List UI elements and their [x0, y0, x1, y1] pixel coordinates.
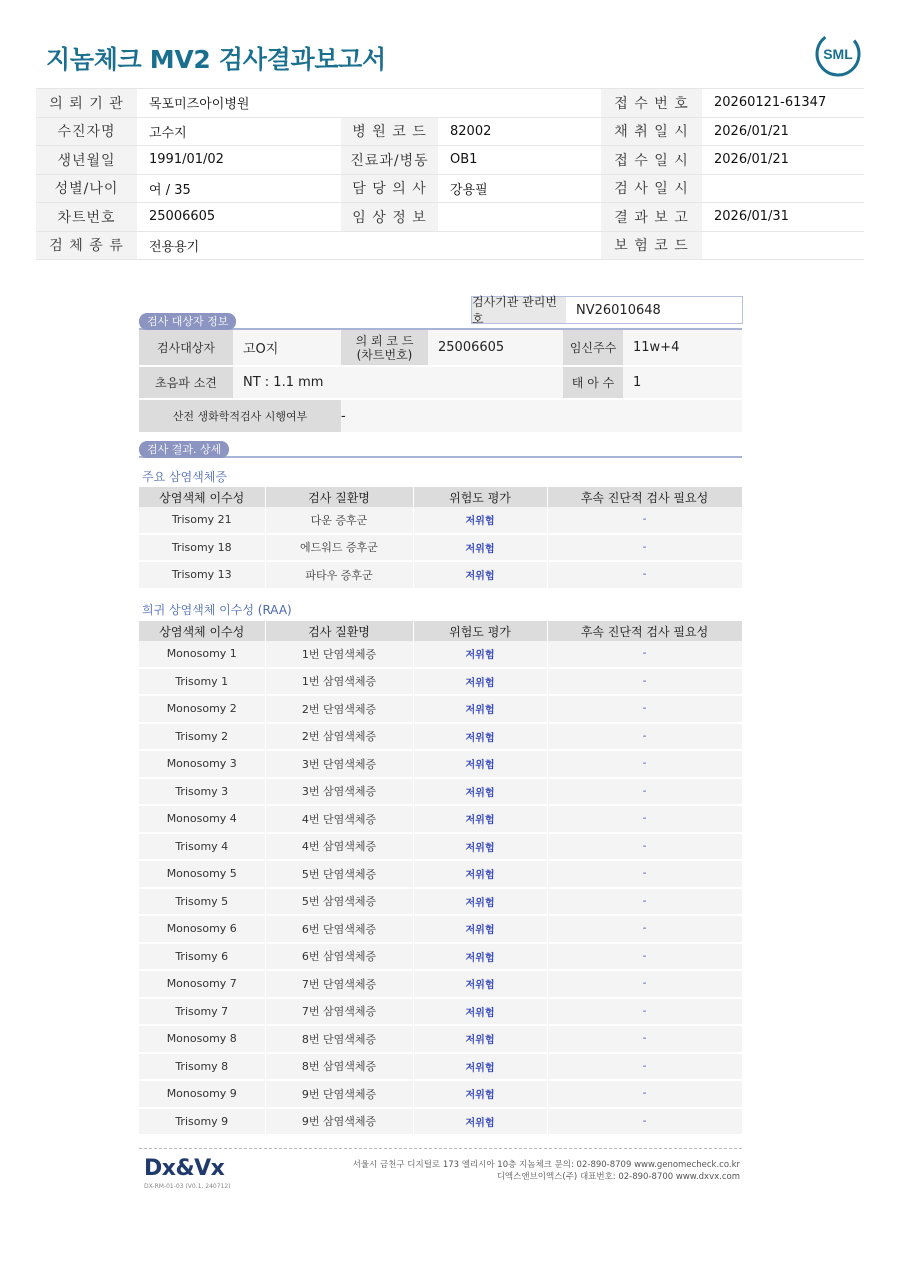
table-row [139, 668, 742, 696]
footer-address-line2: 디엑스앤브이엑스(주) 대표번호: 02-890-8700 www.dxvx.com [496, 1172, 740, 1182]
disease-cell: 3번 단염색체증 [265, 750, 413, 778]
info-value: 2026/01/21 [702, 146, 864, 175]
gestational-weeks-label: 임신주수 [563, 330, 623, 366]
aneuploidy-cell: Trisomy 21 [139, 507, 265, 534]
table-row [139, 915, 742, 943]
info-value: 전용용기 [137, 231, 341, 260]
table-row [139, 641, 742, 668]
ultrasound-value: NT : 1.1 mm [233, 366, 563, 399]
disease-cell: 2번 단염색체증 [265, 695, 413, 723]
info-value: 강용필 [438, 174, 601, 203]
info-value: 2026/01/21 [702, 117, 864, 146]
risk-cell: 저위험 [413, 970, 547, 998]
aneuploidy-cell: Monosomy 8 [139, 1025, 265, 1053]
logo-text: SML [823, 46, 853, 62]
followup-cell: - [547, 641, 742, 668]
aneuploidy-cell: Trisomy 18 [139, 534, 265, 562]
info-row [36, 117, 864, 146]
column-header: 후속 진단적 검사 필요성 [547, 621, 742, 641]
followup-cell: - [547, 534, 742, 562]
subject-section-pill: 검사 대상자 정보 [139, 313, 236, 330]
risk-cell: 저위험 [413, 561, 547, 589]
info-label: 결 과 보 고 [601, 203, 702, 232]
subject-info-table [139, 330, 742, 434]
risk-cell: 저위험 [413, 1080, 547, 1108]
aneuploidy-cell: Trisomy 6 [139, 943, 265, 971]
biochem-test-label: 산전 생화학적검사 시행여부 [139, 399, 341, 433]
risk-cell: 저위험 [413, 507, 547, 534]
followup-cell: - [547, 833, 742, 861]
raa-title: 희귀 상염색체 이수성 (RAA) [142, 603, 292, 617]
info-value: 1991/01/02 [137, 146, 341, 175]
table-row [139, 1108, 742, 1136]
followup-cell: - [547, 888, 742, 916]
risk-cell: 저위험 [413, 888, 547, 916]
info-label: 접 수 번 호 [601, 89, 702, 118]
disease-cell: 파타우 증후군 [265, 561, 413, 589]
disease-cell: 4번 삼염색체증 [265, 833, 413, 861]
followup-cell: - [547, 943, 742, 971]
fetus-count-value: 1 [623, 366, 742, 399]
risk-cell: 저위험 [413, 1053, 547, 1081]
followup-cell: - [547, 507, 742, 534]
report-title: 지놈체크 MV2 검사결과보고서 [46, 45, 386, 74]
disease-cell: 3번 삼염색체증 [265, 778, 413, 806]
management-number-label: 검사기관 관리번호 [472, 297, 566, 323]
risk-cell: 저위험 [413, 860, 547, 888]
aneuploidy-cell: Monosomy 3 [139, 750, 265, 778]
risk-cell: 저위험 [413, 695, 547, 723]
table-row [139, 778, 742, 806]
table-row [139, 943, 742, 971]
aneuploidy-cell: Monosomy 9 [139, 1080, 265, 1108]
followup-cell: - [547, 998, 742, 1026]
info-value: 여 / 35 [137, 174, 341, 203]
info-label: 검 체 종 류 [36, 231, 137, 260]
risk-cell: 저위험 [413, 641, 547, 668]
followup-cell: - [547, 561, 742, 589]
disease-cell: 4번 단염색체증 [265, 805, 413, 833]
followup-cell: - [547, 970, 742, 998]
disease-cell: 다운 증후군 [265, 507, 413, 534]
sml-logo [814, 30, 862, 78]
followup-cell: - [547, 1053, 742, 1081]
info-value: OB1 [438, 146, 601, 175]
info-label: 의 뢰 기 관 [36, 89, 137, 118]
column-header: 상염색체 이수성 [139, 487, 265, 507]
results-section-pill: 검사 결과. 상세 [139, 441, 229, 458]
aneuploidy-cell: Monosomy 4 [139, 805, 265, 833]
info-label: 성별/나이 [36, 174, 137, 203]
aneuploidy-cell: Monosomy 6 [139, 915, 265, 943]
info-label: 차트번호 [36, 203, 137, 232]
disease-cell: 6번 삼염색체증 [265, 943, 413, 971]
aneuploidy-cell: Trisomy 3 [139, 778, 265, 806]
table-row [139, 970, 742, 998]
subject-label: 검사대상자 [139, 330, 233, 366]
risk-cell: 저위험 [413, 723, 547, 751]
info-value [702, 231, 864, 260]
info-value [438, 203, 601, 232]
management-number-value: NV26010648 [576, 302, 661, 318]
info-value [702, 174, 864, 203]
disease-cell: 5번 단염색체증 [265, 860, 413, 888]
info-label: 생년월일 [36, 146, 137, 175]
disease-cell: 5번 삼염색체증 [265, 888, 413, 916]
request-code-label [341, 330, 428, 366]
risk-cell: 저위험 [413, 668, 547, 696]
risk-cell: 저위험 [413, 943, 547, 971]
table-row [139, 695, 742, 723]
followup-cell: - [547, 723, 742, 751]
footer-address [353, 1159, 740, 1183]
table-row [139, 888, 742, 916]
dxvx-logo: Dx&Vx [144, 1156, 225, 1181]
disease-cell: 6번 단염색체증 [265, 915, 413, 943]
disease-cell: 1번 단염색체증 [265, 641, 413, 668]
info-value: 82002 [438, 117, 601, 146]
major-trisomy-title: 주요 삼염색체증 [142, 470, 227, 484]
request-code-label-line1: 의 뢰 코 드 [355, 333, 414, 348]
subject-value: 고O지 [233, 330, 341, 366]
raa-table [139, 621, 743, 1136]
followup-cell: - [547, 860, 742, 888]
info-value [438, 231, 601, 260]
aneuploidy-cell: Trisomy 9 [139, 1108, 265, 1136]
risk-cell: 저위험 [413, 1025, 547, 1053]
followup-cell: - [547, 695, 742, 723]
disease-cell: 에드워드 증후군 [265, 534, 413, 562]
dxvx-doc-code: DX-RM-01-03 (V0.1, 240712) [144, 1183, 231, 1190]
aneuploidy-cell: Trisomy 8 [139, 1053, 265, 1081]
info-label: 병 원 코 드 [341, 117, 438, 146]
column-header: 위험도 평가 [413, 621, 547, 641]
aneuploidy-cell: Trisomy 1 [139, 668, 265, 696]
aneuploidy-cell: Trisomy 13 [139, 561, 265, 589]
info-row [36, 231, 864, 260]
table-row [139, 860, 742, 888]
info-label: 진료과/병동 [341, 146, 438, 175]
disease-cell: 7번 삼염색체증 [265, 998, 413, 1026]
column-header: 위험도 평가 [413, 487, 547, 507]
info-value: 목포미즈아이병원 [137, 89, 341, 118]
disease-cell: 9번 단염색체증 [265, 1080, 413, 1108]
info-label [341, 231, 438, 260]
risk-cell: 저위험 [413, 1108, 547, 1136]
table-row [139, 1025, 742, 1053]
info-label: 검 사 일 시 [601, 174, 702, 203]
major-trisomy-table [139, 487, 743, 590]
footer-address-line1: 서울시 금천구 디지털로 173 엘리시아 10층 지놈체크 문의: 02-890-8709 www.genomecheck.co.kr [352, 1160, 740, 1170]
disease-cell: 7번 단염색체증 [265, 970, 413, 998]
risk-cell: 저위험 [413, 778, 547, 806]
info-value: 20260121-61347 [702, 89, 864, 118]
column-header: 후속 진단적 검사 필요성 [547, 487, 742, 507]
table-row [139, 998, 742, 1026]
table-row [139, 507, 742, 534]
gestational-weeks-value: 11w+4 [623, 330, 742, 366]
info-label [341, 89, 438, 118]
request-code-label-line2: (차트번호) [356, 347, 413, 362]
info-value: 2026/01/31 [702, 203, 864, 232]
disease-cell: 1번 삼염색체증 [265, 668, 413, 696]
aneuploidy-cell: Monosomy 5 [139, 860, 265, 888]
risk-cell: 저위험 [413, 750, 547, 778]
risk-cell: 저위험 [413, 534, 547, 562]
column-header: 검사 질환명 [265, 621, 413, 641]
info-value: 25006605 [137, 203, 341, 232]
table-row [139, 750, 742, 778]
disease-cell: 2번 삼염색체증 [265, 723, 413, 751]
risk-cell: 저위험 [413, 833, 547, 861]
table-row [139, 1053, 742, 1081]
patient-info-table [36, 88, 864, 260]
table-row [139, 723, 742, 751]
column-header: 상염색체 이수성 [139, 621, 265, 641]
table-row [139, 805, 742, 833]
disease-cell: 9번 삼염색체증 [265, 1108, 413, 1136]
table-row [139, 833, 742, 861]
aneuploidy-cell: Trisomy 5 [139, 888, 265, 916]
aneuploidy-cell: Monosomy 2 [139, 695, 265, 723]
risk-cell: 저위험 [413, 998, 547, 1026]
management-number-box [471, 296, 743, 324]
request-code-value: 25006605 [428, 330, 563, 366]
column-header: 검사 질환명 [265, 487, 413, 507]
followup-cell: - [547, 778, 742, 806]
followup-cell: - [547, 915, 742, 943]
info-label: 접 수 일 시 [601, 146, 702, 175]
aneuploidy-cell: Monosomy 1 [139, 641, 265, 668]
info-value [438, 89, 601, 118]
ultrasound-label: 초음파 소견 [139, 366, 233, 399]
disease-cell: 8번 단염색체증 [265, 1025, 413, 1053]
aneuploidy-cell: Trisomy 4 [139, 833, 265, 861]
info-label: 보 험 코 드 [601, 231, 702, 260]
info-label: 임 상 정 보 [341, 203, 438, 232]
followup-cell: - [547, 1108, 742, 1136]
biochem-test-value: - [341, 399, 742, 433]
followup-cell: - [547, 1080, 742, 1108]
aneuploidy-cell: Trisomy 7 [139, 998, 265, 1026]
risk-cell: 저위험 [413, 915, 547, 943]
followup-cell: - [547, 750, 742, 778]
followup-cell: - [547, 1025, 742, 1053]
risk-cell: 저위험 [413, 805, 547, 833]
info-row [36, 174, 864, 203]
info-row [36, 146, 864, 175]
followup-cell: - [547, 805, 742, 833]
results-section-line [139, 456, 742, 458]
footer-divider [139, 1148, 742, 1149]
fetus-count-label: 태 아 수 [563, 366, 623, 399]
info-value: 고수지 [137, 117, 341, 146]
table-row [139, 534, 742, 562]
table-row [139, 561, 742, 589]
info-label: 담 당 의 사 [341, 174, 438, 203]
info-row [36, 203, 864, 232]
info-label: 수진자명 [36, 117, 137, 146]
info-row [36, 89, 864, 118]
info-label: 채 취 일 시 [601, 117, 702, 146]
aneuploidy-cell: Monosomy 7 [139, 970, 265, 998]
disease-cell: 8번 삼염색체증 [265, 1053, 413, 1081]
aneuploidy-cell: Trisomy 2 [139, 723, 265, 751]
table-row [139, 1080, 742, 1108]
followup-cell: - [547, 668, 742, 696]
